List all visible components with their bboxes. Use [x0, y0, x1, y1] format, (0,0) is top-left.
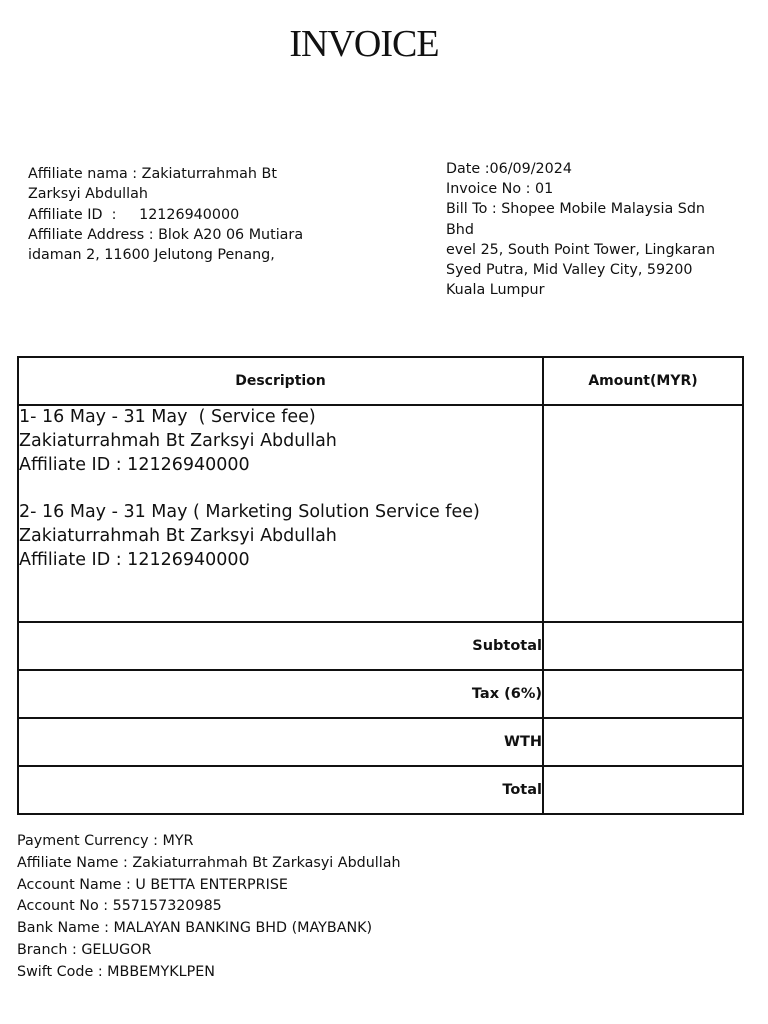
bill-to: Bill To : Shopee Mobile Malaysia Sdn — [446, 201, 705, 218]
tax-label: Tax (6%) — [18, 670, 543, 718]
affiliate-name-label: Affiliate nama : Zakiaturrahmah Bt — [28, 166, 277, 182]
payment-details — [17, 831, 617, 984]
table-header-row — [18, 357, 743, 405]
total-label: Total — [18, 766, 543, 814]
tax-row — [18, 670, 743, 718]
affiliate-name-continued: Zarksyi Abdullah — [28, 186, 148, 203]
wth-row — [18, 718, 743, 766]
item-2-affiliate-id: Affiliate ID : 12126940000 — [19, 549, 250, 570]
item-spacer — [19, 477, 542, 501]
payment-affiliate-name: Affiliate Name : Zakiaturrahmah Bt Zarkasyi Abdullah — [17, 854, 401, 871]
items-amount-cell — [543, 405, 743, 622]
item-1-name: Zakiaturrahmah Bt Zarksyi Abdullah — [19, 430, 337, 451]
invoice-info — [446, 159, 736, 300]
amount-header: Amount(MYR) — [543, 357, 743, 405]
table-items-row — [18, 405, 743, 622]
branch: Branch : GELUGOR — [17, 941, 152, 958]
payment-currency: Payment Currency : MYR — [17, 833, 194, 849]
affiliate-address-continued: idaman 2, 11600 Jelutong Penang, — [28, 247, 275, 264]
swift-code: Swift Code : MBBEMYKLPEN — [17, 963, 215, 980]
description-header: Description — [18, 357, 543, 405]
affiliate-info — [28, 164, 328, 265]
invoice-title: INVOICE — [289, 23, 439, 65]
wth-label: WTH — [18, 718, 543, 766]
total-amount — [543, 766, 743, 814]
item-1-period: 1- 16 May - 31 May ( Service fee) — [19, 407, 316, 427]
items-cell — [18, 405, 543, 622]
bill-to-address-1: evel 25, South Point Tower, Lingkaran — [446, 241, 716, 258]
tax-amount — [543, 670, 743, 718]
bank-name: Bank Name : MALAYAN BANKING BHD (MAYBANK) — [17, 920, 373, 937]
invoice-number: Invoice No : 01 — [446, 181, 554, 198]
item-2-name: Zakiaturrahmah Bt Zarksyi Abdullah — [19, 525, 337, 546]
wth-amount — [543, 718, 743, 766]
bill-to-continued: Bhd — [446, 221, 474, 238]
invoice-table — [17, 356, 744, 815]
account-name: Account Name : U BETTA ENTERPRISE — [17, 876, 288, 893]
subtotal-label: Subtotal — [18, 622, 543, 670]
bill-to-address-3: Kuala Lumpur — [446, 282, 545, 299]
subtotal-amount — [543, 622, 743, 670]
subtotal-row — [18, 622, 743, 670]
affiliate-id: Affiliate ID : 12126940000 — [28, 206, 240, 223]
item-1-affiliate-id: Affiliate ID : 12126940000 — [19, 454, 250, 475]
affiliate-address: Affiliate Address : Blok A20 06 Mutiara — [28, 226, 304, 243]
account-number: Account No : 557157320985 — [17, 898, 222, 915]
item-2-period: 2- 16 May - 31 May ( Marketing Solution Service fee) — [19, 502, 480, 523]
total-row — [18, 766, 743, 814]
bill-to-address-2: Syed Putra, Mid Valley City, 59200 — [446, 262, 693, 279]
invoice-date: Date :06/09/2024 — [446, 161, 572, 177]
